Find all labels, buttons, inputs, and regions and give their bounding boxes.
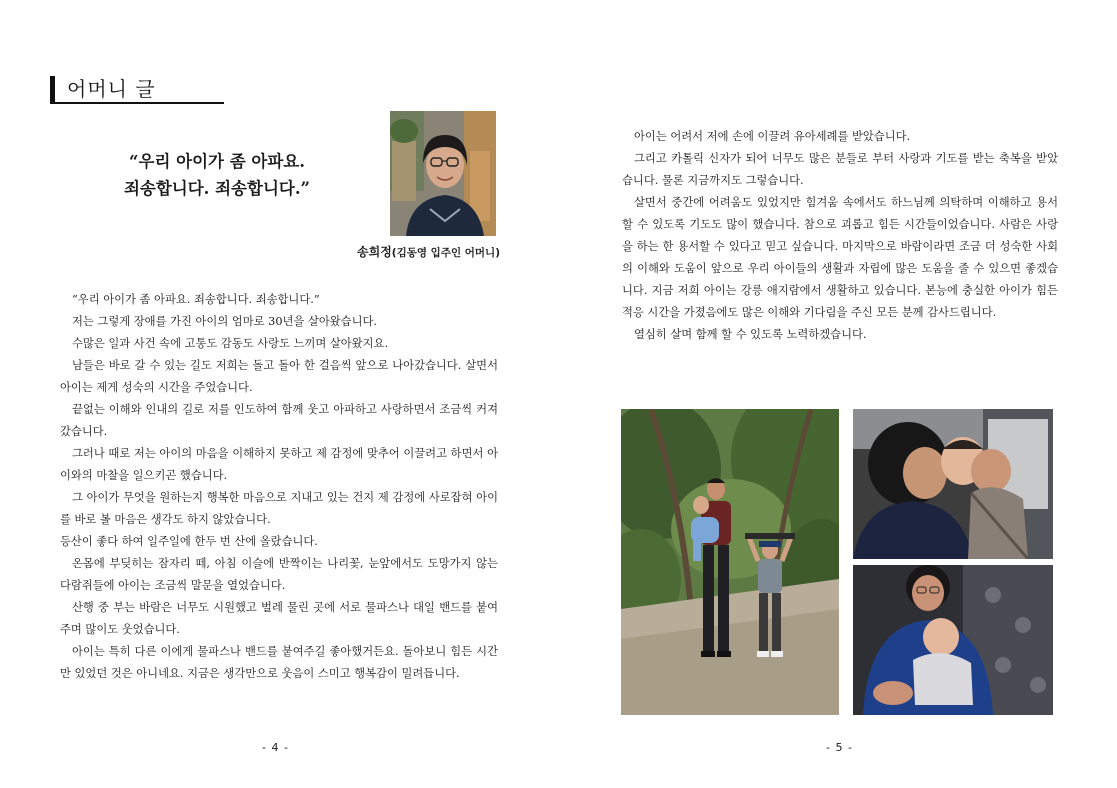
left-body-text xyxy=(60,289,498,685)
author-name: 송희정 xyxy=(357,245,392,259)
section-heading: 어머니 글 xyxy=(50,76,224,104)
paragraph: 살면서 중간에 어려움도 있었지만 힘겨움 속에서도 하느님께 의탁하며 이해하고 용서할 수 있도록 기도도 많이 했습니다. 참으로 괴롭고 힘든 시간들이었습니다. 사람은 사랑을 하는 한 용서할 수 있다고 믿고 싶습니다. 마지막으로 바람이라면 조금 더 성숙한 사회의 이해와 도움이 앞으로 우리 아이들의 생활과 자립에 많은 도움을 줄 수 있으면 좋겠습니다. 지금 저희 아이는 강릉 애지람에서 생활하고 있습니다. 본능에 충실한 아이가 힘든 적응 시간을 가졌음에도 많은 이해와 기다림을 주신 모든 분께 감사드립니다. xyxy=(622,196,1058,319)
paragraph: 온몸에 부딪히는 잠자리 떼, 아침 이슬에 반짝이는 나리꽃, 눈앞에서도 도망가지 않는 다람쥐들에 아이는 조금씩 말문을 열었습니다. xyxy=(60,557,498,592)
mother-baby-photo xyxy=(853,565,1053,715)
pull-quote xyxy=(92,148,342,202)
paragraph: 아이는 어려서 저에 손에 이끌려 유아세례를 받았습니다. xyxy=(634,130,911,143)
paragraph: 그러나 때로 저는 아이의 마음을 이해하지 못하고 제 감정에 맞추어 이끌려고 하면서 아이와의 마찰을 일으키곤 했습니다. xyxy=(60,447,498,482)
hiking-family-photo xyxy=(621,409,839,715)
paragraph: “우리 아이가 좀 아파요. 죄송합니다. 죄송합니다.” xyxy=(72,293,320,306)
paragraph: 저는 그렇게 장애를 가진 아이의 엄마로 30년을 살아왔습니다. xyxy=(72,315,378,328)
paragraph: 그 아이가 무엇을 원하는지 행복한 마음으로 지내고 있는 건지 제 감정에 사로잡혀 아이를 바로 볼 마음은 생각도 하지 않았습니다. xyxy=(60,491,498,526)
paragraph: 열심히 살며 함께 할 수 있도록 노력하겠습니다. xyxy=(634,328,867,341)
paragraph: 그리고 카톨릭 신자가 되어 너무도 많은 분들로 부터 사랑과 기도를 받는 축복을 받았습니다. 물론 지금까지도 그렇습니다. xyxy=(622,152,1058,187)
pull-quote-line-1: “우리 아이가 좀 아파요. xyxy=(129,152,305,171)
right-body-text xyxy=(622,126,1058,346)
paragraph: 남들은 바로 갈 수 있는 길도 저희는 돌고 돌아 한 걸음씩 앞으로 나아갔습니다. 살면서 아이는 제게 성숙의 시간을 주었습니다. xyxy=(60,359,498,394)
page-number-left: - 4 - xyxy=(262,741,289,754)
paragraph: 수많은 일과 사건 속에 고통도 감동도 사랑도 느끼며 살아왔지요. xyxy=(72,337,389,350)
paragraph: 끝없는 이해와 인내의 길로 저를 인도하여 함께 웃고 아파하고 사랑하면서 조금씩 커져갔습니다. xyxy=(60,403,498,438)
mother-child-kiss-photo xyxy=(853,409,1053,559)
paragraph: 아이는 특히 다른 이에게 물파스나 밴드를 붙여주길 좋아했거든요. 돌아보니 힘든 시간만 있었던 것은 아니네요. 지금은 생각만으로 웃음이 스미고 행복감이 밀려듭니다. xyxy=(60,645,498,680)
author-portrait-photo xyxy=(390,111,496,236)
author-note: (김동영 입주인 어머니) xyxy=(391,247,500,259)
paragraph: 등산이 좋다 하여 일주일에 한두 번 산에 올랐습니다. xyxy=(60,535,318,548)
author-byline xyxy=(310,243,500,260)
pull-quote-line-2: 죄송합니다. 죄송합니다.” xyxy=(123,179,311,198)
page-number-right: - 5 - xyxy=(826,741,853,754)
paragraph: 산행 중 부는 바람은 너무도 시원했고 벌레 물린 곳에 서로 물파스나 대일 밴드를 붙여주며 많이도 웃었습니다. xyxy=(60,601,498,636)
